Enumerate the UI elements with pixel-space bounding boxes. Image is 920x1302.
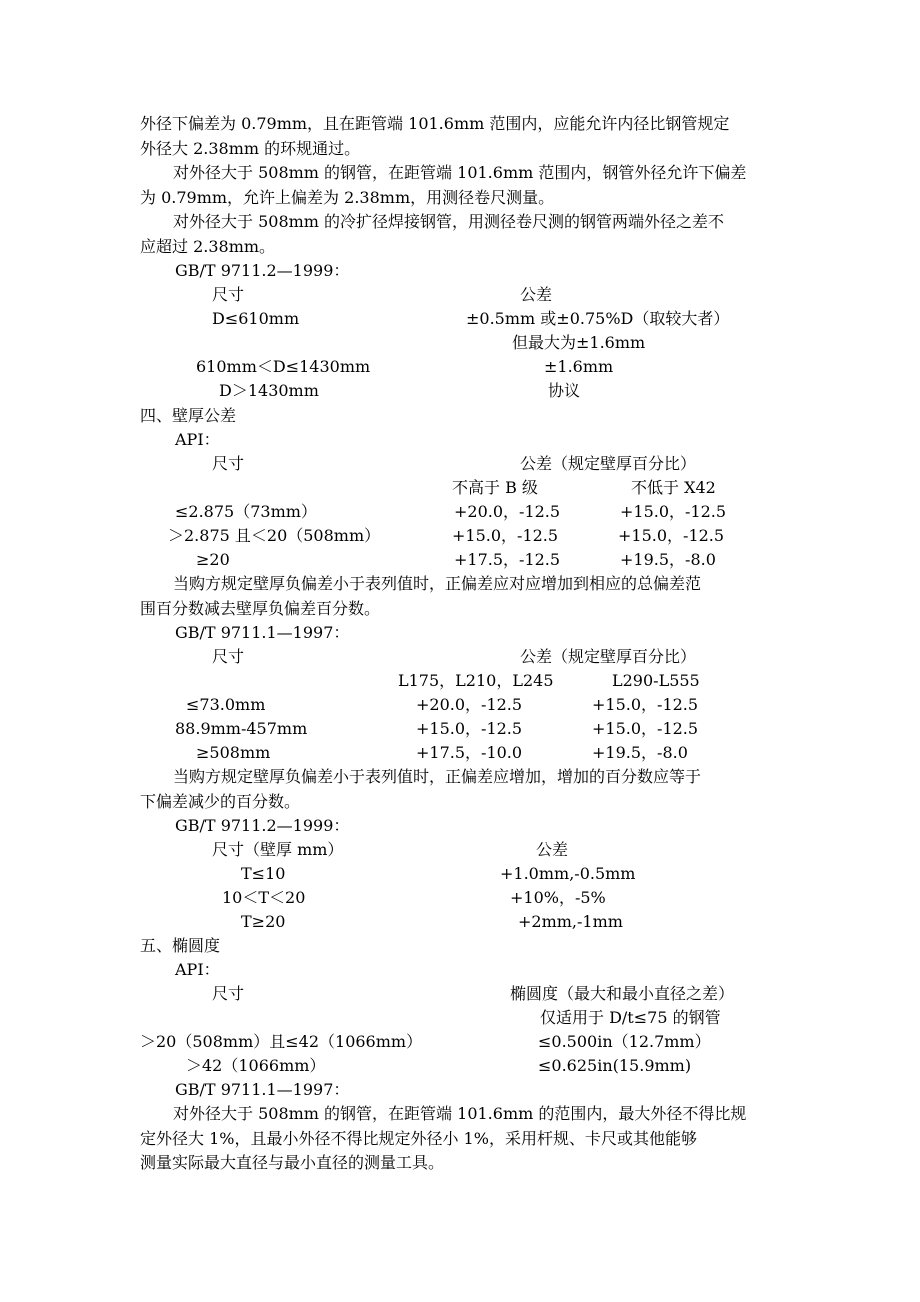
standard-title: GB/T 9711.2—1999： [175, 816, 350, 835]
text-line: 下偏差减少的百分数。 [140, 791, 301, 811]
column-header-size: 尺寸 [212, 647, 245, 666]
column-header-size: 尺寸（壁厚 mm） [212, 840, 344, 859]
table-cell-tolerance: +15.0，-12.5 [452, 526, 559, 545]
paragraph-cold-expanded [140, 210, 780, 259]
column-subheader: 不低于 X42 [631, 478, 716, 497]
table-cell-size: T≤10 [241, 864, 286, 883]
table-cell-tolerance: +19.5，-8.0 [592, 743, 688, 762]
column-subheader: L175，L210，L245 [398, 671, 554, 690]
table-cell-size: 10＜T＜20 [222, 888, 306, 907]
table-cell-size: T≥20 [241, 912, 286, 931]
column-header-tolerance: 公差（规定壁厚百分比） [520, 454, 697, 473]
text-line: 外径大 2.38mm 的环规通过。 [140, 138, 361, 158]
table-cell-size: ≥508mm [196, 743, 271, 762]
table-cell-tolerance: +20.0，-12.5 [454, 502, 561, 521]
table-cell-tolerance: +17.5，-10.0 [416, 743, 523, 762]
table-cell-size: ≤73.0mm [186, 695, 266, 714]
table-cell-tolerance: +15.0，-12.5 [618, 526, 725, 545]
standard-title: GB/T 9711.2—1999： [175, 261, 350, 280]
column-header-size: 尺寸 [212, 285, 245, 304]
table-cell-size: D＞1430mm [219, 381, 319, 400]
table-cell-tolerance: +15.0，-12.5 [592, 719, 699, 738]
text-line: 对外径大于 508mm 的钢管，在距管端 101.6mm 范围内，钢管外径允许下偏差 [173, 163, 747, 182]
standard-title: GB/T 9711.1—1997： [175, 623, 350, 642]
column-header-tolerance: 公差 [520, 285, 553, 304]
column-header-tolerance: 椭圆度（最大和最小直径之差） [510, 984, 735, 1003]
table-cell-tolerance: +15.0，-12.5 [620, 502, 727, 521]
table-cell-tolerance: ±1.6mm [544, 357, 614, 376]
table-cell-size: ＞20（508mm）且≤42（1066mm） [140, 1032, 423, 1051]
column-subheader: 仅适用于 D/t≤75 的钢管 [540, 1008, 721, 1027]
column-header-tolerance: 公差（规定壁厚百分比） [520, 647, 697, 666]
table-cell-tolerance: +1.0mm,-0.5mm [500, 864, 636, 883]
table-cell-tolerance: 协议 [548, 381, 581, 400]
text-line: 为 0.79mm，允许上偏差为 2.38mm，用测径卷尺测量。 [140, 187, 555, 207]
table-cell-tolerance: +20.0，-12.5 [416, 695, 523, 714]
standard-title: GB/T 9711.1—1997： [175, 1080, 350, 1099]
table-cell-tolerance: ≤0.500in（12.7mm） [538, 1032, 711, 1051]
table-cell-size: ＞42（1066mm） [186, 1056, 326, 1075]
paragraph-inner-diameter-gauge [140, 112, 780, 161]
table-cell-tolerance: ≤0.625in(15.9mm) [538, 1056, 692, 1075]
text-line: 对外径大于 508mm 的冷扩径焊接钢管，用测径卷尺测的钢管两端外径之差不 [173, 212, 725, 231]
text-line: 定外径大 1%，且最小外径不得比规定外径小 1%，采用杆规、卡尺或其他能够 [140, 1128, 697, 1148]
text-line: 围百分数减去壁厚负偏差百分数。 [140, 598, 381, 618]
table-cell-tolerance: +15.0，-12.5 [416, 719, 523, 738]
table-cell-tolerance: +15.0，-12.5 [592, 695, 699, 714]
text-line: 当购方规定壁厚负偏差小于表列值时，正偏差应对应增加到相应的总偏差范 [173, 574, 702, 593]
paragraph-gb1-note [140, 765, 780, 814]
section-heading: 五、椭圆度 [140, 936, 221, 955]
table-cell-size: ≥20 [196, 550, 230, 569]
text-line: 对外径大于 508mm 的钢管，在距管端 101.6mm 的范围内，最大外径不得比规 [173, 1104, 747, 1123]
section-heading: 四、壁厚公差 [140, 406, 237, 425]
column-subheader: 不高于 B 级 [452, 478, 538, 497]
column-header-size: 尺寸 [212, 984, 245, 1003]
table-cell-tolerance: +19.5，-8.0 [620, 550, 716, 569]
standard-title: API： [175, 960, 220, 979]
table-cell-size: 610mm＜D≤1430mm [196, 357, 371, 376]
paragraph-ovality-gb1 [140, 1102, 780, 1176]
paragraph-od-over-508 [140, 161, 780, 210]
text-line: 当购方规定壁厚负偏差小于表列值时，正偏差应增加，增加的百分数应等于 [173, 767, 702, 786]
table-cell-tolerance: ±0.5mm 或±0.75%D（取较大者） [466, 309, 730, 328]
table-cell-tolerance: +10%，-5% [510, 888, 606, 907]
paragraph-api-note [140, 572, 780, 621]
table-cell-tolerance: 但最大为±1.6mm [512, 333, 646, 352]
table-cell-tolerance: +2mm,-1mm [518, 912, 623, 931]
column-header-size: 尺寸 [212, 454, 245, 473]
text-line: 外径下偏差为 0.79mm，且在距管端 101.6mm 范围内，应能允许内径比钢管规定 [140, 114, 730, 133]
table-cell-size: ≤2.875（73mm） [175, 502, 317, 521]
standard-title: API： [175, 430, 220, 449]
table-cell-tolerance: +17.5，-12.5 [454, 550, 561, 569]
column-subheader: L290-L555 [612, 671, 700, 690]
text-line: 测量实际最大直径与最小直径的测量工具。 [140, 1153, 445, 1172]
text-line: 应超过 2.38mm。 [140, 236, 276, 256]
table-cell-size: D≤610mm [212, 309, 300, 328]
table-cell-size: 88.9mm-457mm [175, 719, 308, 738]
table-cell-size: ＞2.875 且＜20（508mm） [168, 526, 381, 545]
column-header-tolerance: 公差 [536, 840, 569, 859]
